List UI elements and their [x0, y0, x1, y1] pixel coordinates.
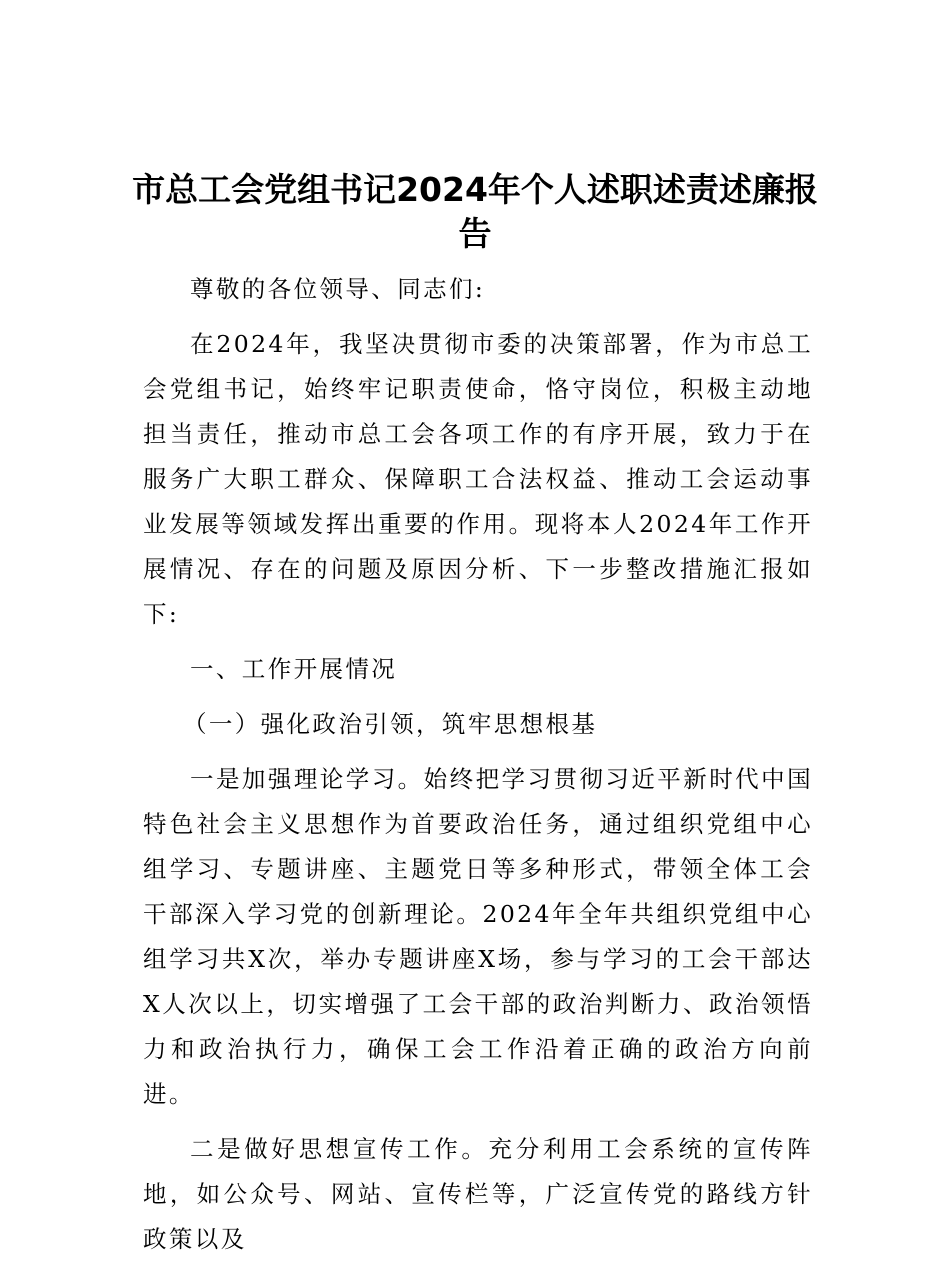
intro-paragraph: 在2024年，我坚决贯彻市委的决策部署，作为市总工会党组书记，始终牢记职责使命，恪守岗位，积极主动地担当责任，推动市总工会各项工作的有序开展，致力于在服务广大职工群众、保障职工合法权益、推动工会运动事业发展等领域发挥出重要的作用。现将本人2024年工作开展情况、存在的问题及原因分析、下一步整改措施汇报如下: [143, 330, 813, 628]
subsection-heading: （一）强化政治引领，筑牢思想根基 [182, 710, 598, 738]
section-heading: 一、工作开展情况 [190, 655, 398, 683]
document-title: 市总工会党组书记2024年个人述职述责述廉报告 [132, 170, 818, 253]
salutation: 尊敬的各位领导、同志们: [190, 275, 486, 303]
body-paragraph: 一是加强理论学习。始终把学习贯彻习近平新时代中国特色社会主义思想作为首要政治任务，通过组织党组中心组学习、专题讲座、主题党日等多种形式，带领全体工会干部深入学习党的创新理论。2024年全年共组织党组中心组学习共X次，举办专题讲座X场，参与学习的工会干部达X人次以上，切实增强了工会干部的政治判断力、政治领悟力和政治执行力，确保工会工作沿着正确的政治方向前进。 [143, 765, 813, 1108]
body-paragraph: 二是做好思想宣传工作。充分利用工会系统的宣传阵地，如公众号、网站、宣传栏等，广泛宣传党的路线方针政策以及 [143, 1135, 813, 1253]
document-body [143, 267, 813, 1272]
